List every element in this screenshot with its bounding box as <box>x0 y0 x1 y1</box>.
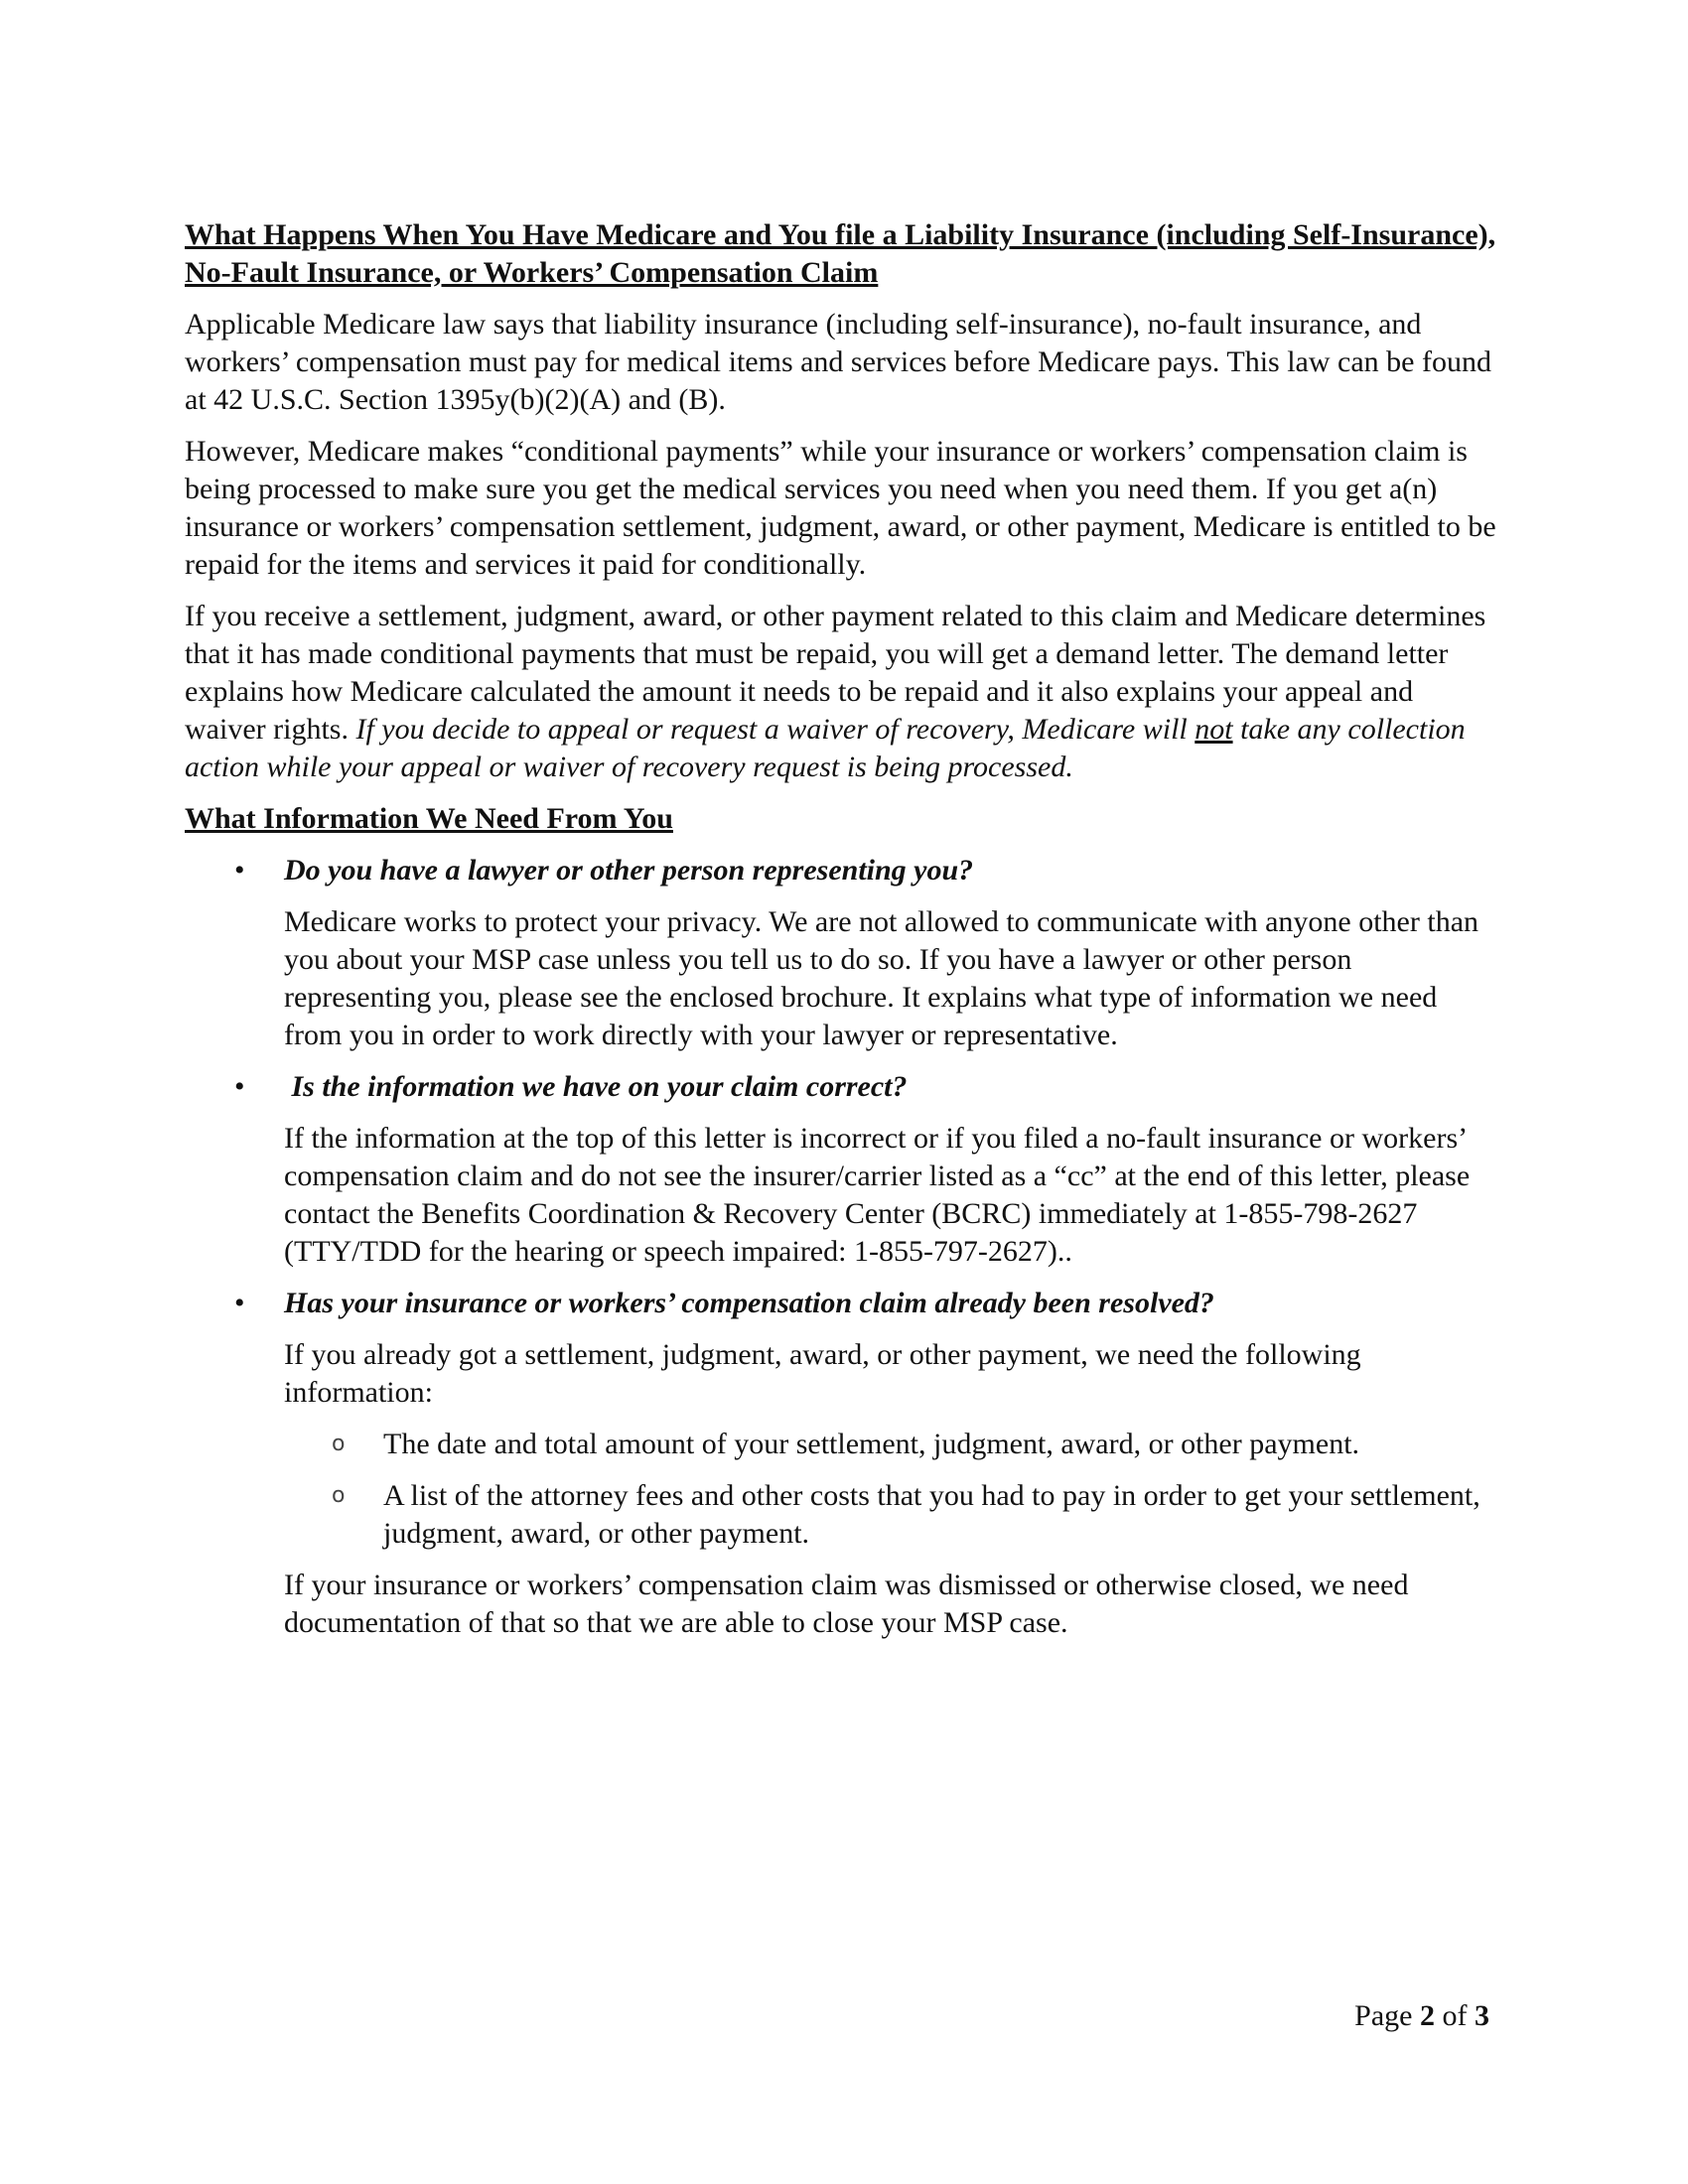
question-claim-correct-text: Is the information we have on your claim correct? <box>291 1070 908 1103</box>
circle-bullet-icon: o <box>332 1483 346 1508</box>
paragraph-medicare-law: Applicable Medicare law says that liability insurance (including self-insurance), no-fault insurance, and workers’ compensation must pay for medical items and services before Medicare pays. This law can be found at 42 U.S.C. Section 1395y(b)(2)(A) and (B). <box>185 308 1491 416</box>
sub-item-settlement-date <box>185 1426 1501 1463</box>
question-claim-resolved: Has your insurance or workers’ compensation claim already been resolved? <box>284 1287 1214 1319</box>
letter-page <box>185 216 1501 1656</box>
demand-letter-text: If you receive a settlement, judgment, award, or other payment related to this claim and Medicare determines that it has made conditional payments that must be repaid, you will get a demand letter. The demand letter explains how Medicare calculated the amount it needs to be repaid and it also explains your appeal and waiver rights. <box>185 600 1486 746</box>
bullet-question-claim-correct <box>185 1068 1501 1106</box>
closing-paragraph: If your insurance or workers’ compensation claim was dismissed or otherwise closed, we need documentation of that so that we are able to close your MSP case. <box>284 1569 1409 1639</box>
answer-lawyer: Medicare works to protect your privacy. We are not allowed to communicate with anyone other than you about your MSP case unless you tell us to do so. If you have a lawyer or other person representing you, please see the enclosed brochure. It explains what type of information we need from you in order to work directly with your lawyer or representative. <box>284 905 1479 1051</box>
sub-item-text: A list of the attorney fees and other costs that you had to pay in order to get your settlement, judgment, award, or other payment. <box>383 1479 1480 1550</box>
appeal-note <box>185 713 1466 783</box>
bullet-icon: • <box>234 1287 245 1319</box>
question-lawyer: Do you have a lawyer or other person representing you? <box>284 854 974 887</box>
appeal-note-not: not <box>1195 713 1233 746</box>
info-needed-heading: What Information We Need From You <box>185 802 673 835</box>
sub-item-text: The date and total amount of your settlement, judgment, award, or other payment. <box>383 1428 1360 1460</box>
appeal-note-part-b: take any collection action while your appeal or waiver of recovery request is being processed. <box>185 713 1466 783</box>
bullet-question-lawyer <box>185 852 1501 889</box>
bullet-icon: • <box>234 1070 245 1103</box>
paragraph-demand-letter <box>185 598 1501 786</box>
bullet-question-claim-resolved <box>185 1285 1501 1322</box>
claim-section-heading: What Happens When You Have Medicare and You file a Liability Insurance (including Self-Insurance), No-Fault Insurance, or Workers’ Compensation Claim <box>185 218 1496 289</box>
page-number <box>1354 1997 1489 2035</box>
answer-claim-correct: If the information at the top of this letter is incorrect or if you filed a no-fault insurance or workers’ compensation claim and do not see the insurer/carrier listed as a “cc” at the end of this letter, please contact the Benefits Coordination & Recovery Center (BCRC) immediately at 1-855-798-2627 (TTY/TDD for the hearing or speech impaired: 1-855-797-2627).. <box>284 1122 1471 1268</box>
question-claim-correct <box>284 1070 908 1103</box>
answer-claim-resolved: If you already got a settlement, judgment, award, or other payment, we need the following information: <box>284 1338 1361 1409</box>
appeal-note-part-a: If you decide to appeal or request a waiver of recovery, Medicare will <box>355 713 1188 746</box>
circle-bullet-icon: o <box>332 1432 346 1456</box>
page-total: 3 <box>1475 1999 1489 2032</box>
sub-item-attorney-fees <box>185 1477 1501 1553</box>
bullet-icon: • <box>234 854 245 887</box>
page-of: of <box>1442 1999 1468 2032</box>
page-label: Page <box>1354 1999 1413 2032</box>
page-current: 2 <box>1420 1999 1435 2032</box>
paragraph-conditional-payments: However, Medicare makes “conditional payments” while your insurance or workers’ compensation claim is being processed to make sure you get the medical services you need when you need them. If you get a(n) insurance or workers’ compensation settlement, judgment, award, or other payment, Medicare is entitled to be repaid for the items and services it paid for conditionally. <box>185 435 1496 581</box>
